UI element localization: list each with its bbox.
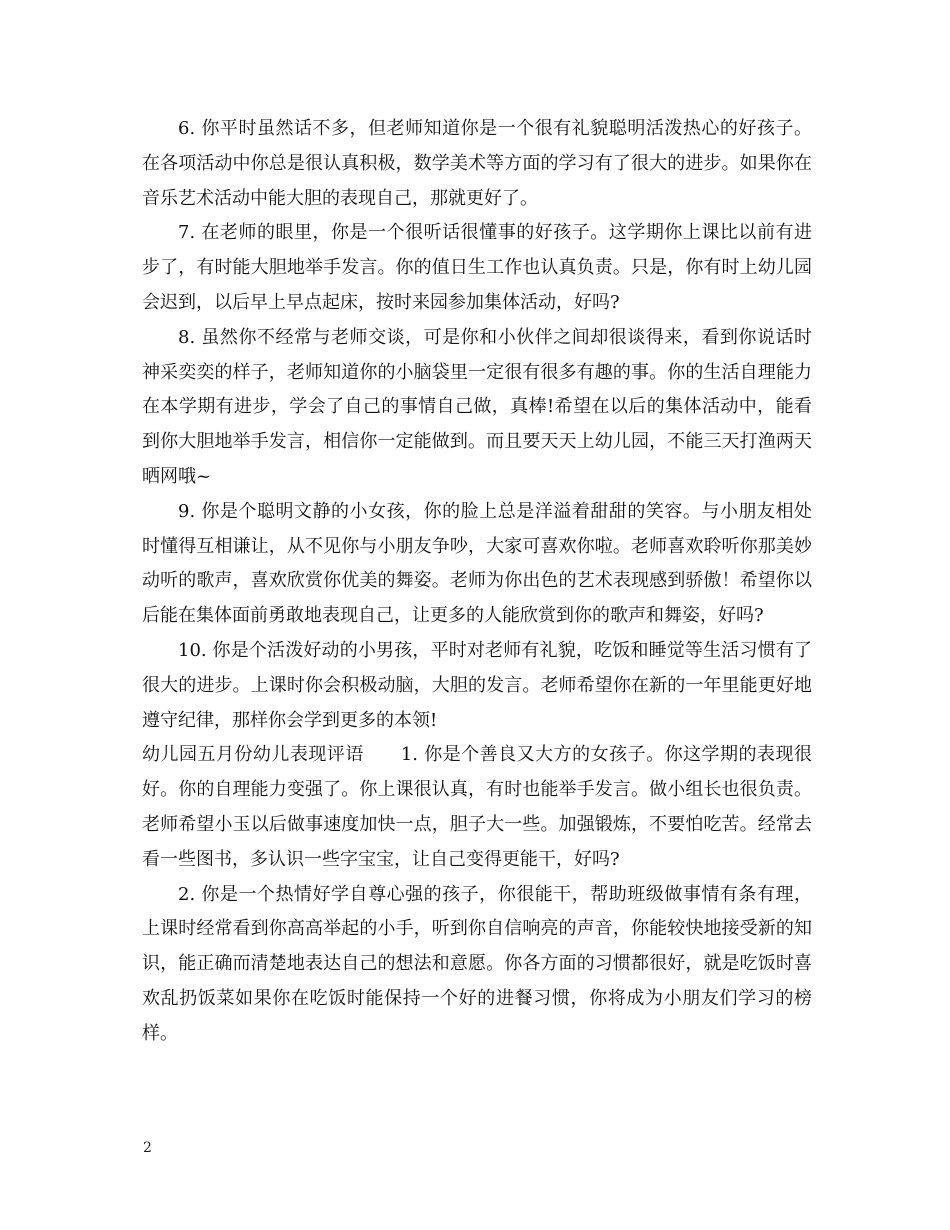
comment-paragraph-9: 9. 你是个聪明文静的小女孩，你的脸上总是洋溢着甜甜的笑容。与小朋友相处时懂得互相谦让，从不见你与小朋友争吵，大家可喜欢你啦。老师喜欢聆听你那美妙动听的歌声，喜欢欣赏你优美的舞姿。老师为你出色的艺术表现感到骄傲！希望你以后能在集体面前勇敢地表现自己，让更多的人能欣赏到你的歌声和舞姿，好吗? — [142, 500, 812, 627]
page-number: 2 — [143, 1140, 152, 1156]
comment-paragraph-6: 6. 你平时虽然话不多，但老师知道你是一个很有礼貌聪明活泼热心的好孩子。在各项活动中你总是很认真积极，数学美术等方面的学习有了很大的进步。如果你在音乐艺术活动中能大胆的表现自己，那就更好了。 — [142, 118, 812, 209]
comment-paragraph-2: 2. 你是一个热情好学自尊心强的孩子，你很能干，帮助班级做事情有条有理，上课时经常看到你高高举起的小手，听到你自信响亮的声音，你能较快地接受新的知识，能正确而清楚地表达自己的想法和意愿。你各方面的习惯都很好，就是吃饭时喜欢乱扔饭菜如果你在吃饭时能保持一个好的进餐习惯，你将成为小朋友们学习的榜样。 — [142, 883, 812, 1044]
comment-paragraph-7: 7. 在老师的眼里，你是一个很听话很懂事的好孩子。这学期你上课比以前有进步了，有时能大胆地举手发言。你的值日生工作也认真负责。只是，你有时上幼儿园会迟到，以后早上早点起床，按时来园参加集体活动，好吗? — [142, 222, 812, 313]
document-body — [142, 112, 812, 1052]
section-heading-and-comment-1: 幼儿园五月份幼儿表现评语 1. 你是个善良又大方的女孩子。你这学期的表现很好。你的自理能力变强了。你上课很认真，有时也能举手发言。做小组长也很负责。老师希望小玉以后做事速度加快一点，胆子大一些。加强锻炼，不要怕吃苦。经常去看一些图书，多认识一些字宝宝，让自己变得更能干，好吗? — [142, 744, 812, 870]
comment-paragraph-10: 10. 你是个活泼好动的小男孩，平时对老师有礼貌，吃饭和睡觉等生活习惯有了很大的进步。上课时你会积极动脑，大胆的发言。老师希望你在新的一年里能更好地遵守纪律，那样你会学到更多的本领! — [142, 639, 812, 731]
comment-paragraph-8: 8. 虽然你不经常与老师交谈，可是你和小伙伴之间却很谈得来，看到你说话时神采奕奕的样子，老师知道你的小脑袋里一定很有很多有趣的事。你的生活自理能力在本学期有进步，学会了自己的事情自己做，真棒!希望在以后的集体活动中，能看到你大胆地举手发言，相信你一定能做到。而且要天天上幼儿园，不能三天打渔两天晒网哦~ — [142, 326, 812, 487]
